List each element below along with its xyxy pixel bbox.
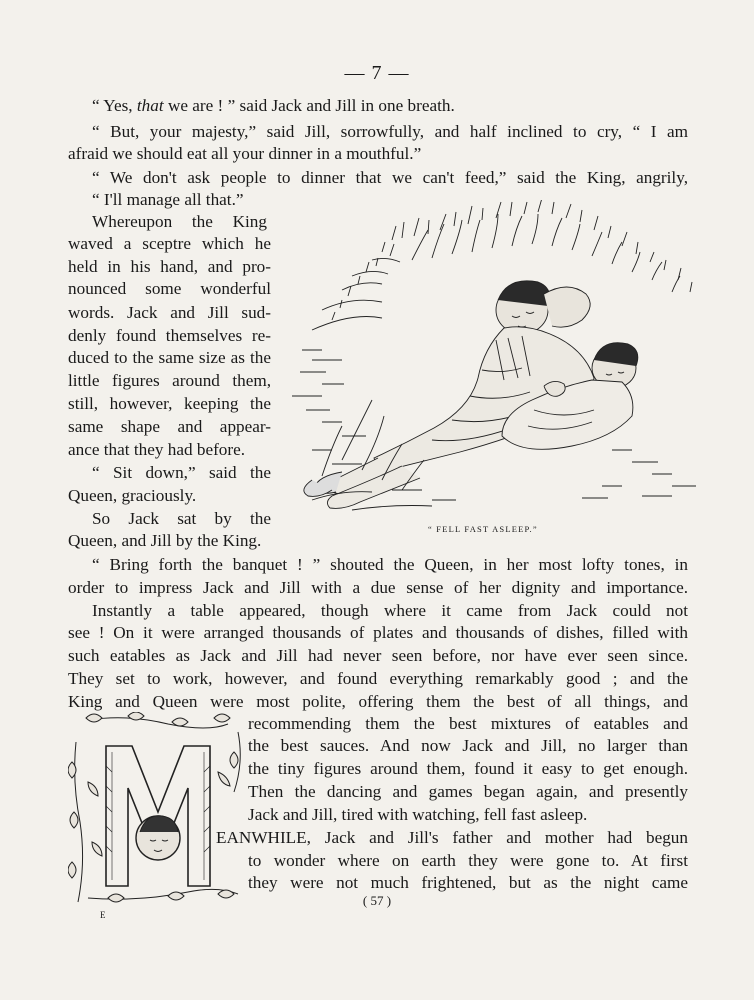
text-line: Queen, and Jill by the King. [68, 531, 262, 550]
text-line: they were not much frightened, but as the night came [248, 873, 688, 892]
text-line: Instantly a table appeared, though where it came from Jack could not [92, 601, 688, 620]
text-line: ance that they had before. [68, 440, 246, 459]
page-marker: — 7 — [344, 62, 410, 84]
text-line: little figures around them, [68, 371, 271, 390]
text-line: the best sauces. And now Jack and Jill, no larger than [248, 736, 688, 755]
text-line: Whereupon the King [92, 212, 267, 231]
text-line: words. Jack and Jill sud- [68, 303, 271, 322]
text-line: denly found themselves re- [68, 326, 271, 345]
text-line: Jack and Jill, tired with watching, fell fast asleep. [248, 805, 588, 824]
text-line: see ! On it were arranged thousands of plates and thousands of dishes, filled with [68, 623, 688, 642]
illustration-caption: “ FELL FAST ASLEEP.” [428, 524, 538, 534]
text-line: held in his hand, and pro- [68, 257, 271, 276]
text-line: “ Yes, that we are ! ” said Jack and Jill in one breath. [92, 96, 455, 115]
text-line: Then the dancing and games began again, and presently [248, 782, 688, 801]
signature-mark: E [100, 910, 106, 920]
sleeping-children-illustration [282, 200, 712, 518]
text-line: the tiny figures around them, found it easy to get enough. [248, 759, 688, 778]
text-line: Queen, graciously. [68, 486, 197, 505]
text-line: same shape and appear- [68, 417, 271, 436]
page-number: ( 57 ) [362, 893, 392, 908]
text-line: order to impress Jack and Jill with a due sense of her dignity and importance. [68, 578, 688, 597]
text-line: King and Queen were most polite, offering them the best of all things, and [68, 692, 688, 711]
text-line: recommending them the best mixtures of eatables and [248, 714, 688, 733]
text-line: nounced some wonderful [68, 279, 271, 298]
text-line: afraid we should eat all your dinner in a mouthful.” [68, 144, 422, 163]
decorated-initial-m [68, 712, 246, 908]
text-line: “ Bring forth the banquet ! ” shouted the Queen, in her most lofty tones, in [92, 555, 688, 574]
text-line: “ I'll manage all that.” [92, 190, 244, 209]
text-line: duced to the same size as the [68, 348, 271, 367]
text-line: EANWHILE, Jack and Jill's father and mother had begun [216, 828, 688, 847]
text-line: They set to work, however, and found everything remarkably good ; and the [68, 669, 688, 688]
text-line: “ Sit down,” said the [92, 463, 271, 482]
text-line: still, however, keeping the [68, 394, 271, 413]
text-line: So Jack sat by the [92, 509, 271, 528]
text-line: “ But, your majesty,” said Jill, sorrowfully, and half inclined to cry, “ I am [92, 122, 688, 141]
text-line: waved a sceptre which he [68, 234, 271, 253]
text-line: such eatables as Jack and Jill had never seen before, nor have ever seen since. [68, 646, 688, 665]
text-line: to wonder where on earth they were gone to. At first [248, 851, 688, 870]
text-line: “ We don't ask people to dinner that we can't feed,” said the King, angrily, [92, 168, 688, 187]
